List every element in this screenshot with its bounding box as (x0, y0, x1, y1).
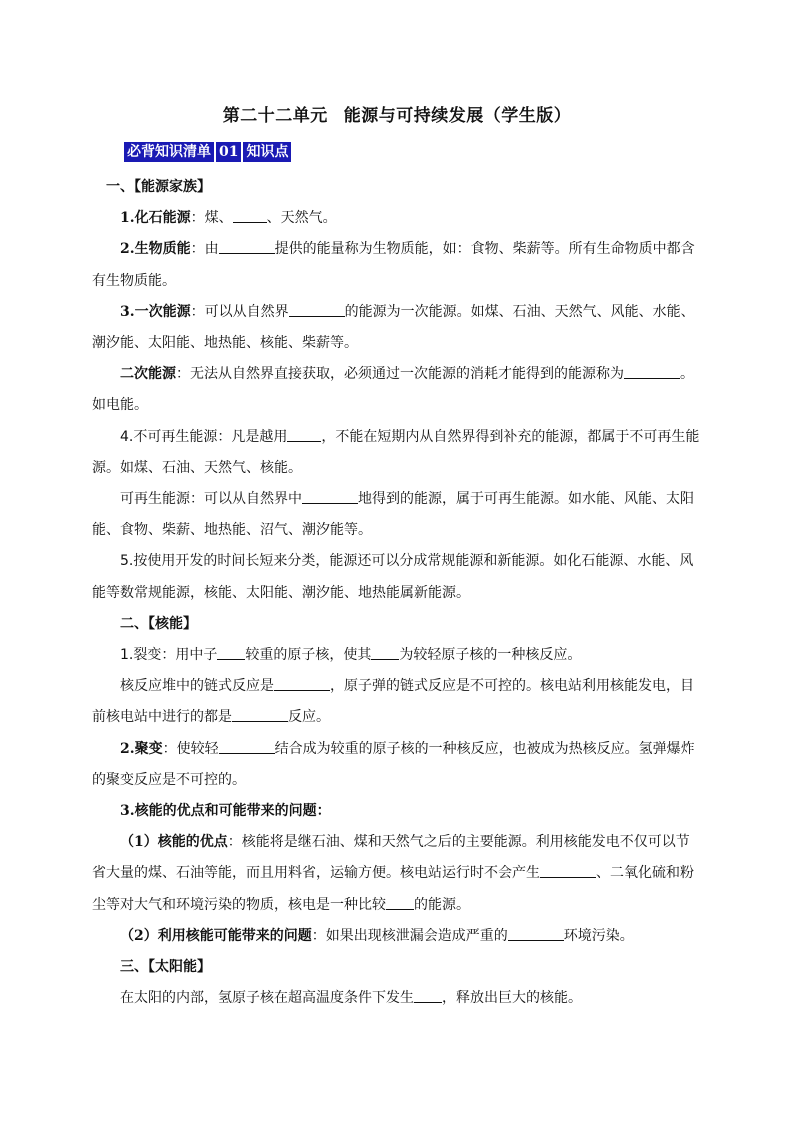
paragraph-fusion: 2.聚变：使较轻 结合成为较重的原子核的一种核反应，也被成为热核反应。氢弹爆炸的聚变反应是不可控的。 (92, 740, 695, 788)
fill-blank[interactable] (414, 988, 442, 1003)
paragraph-chain-reaction: 核反应堆中的链式反应是 ，原子弹的链式反应是不可控的。核电站利用核能发电，目前核电站中进行的都是 反应。 (92, 678, 694, 726)
paragraph-primary-energy: 3.一次能源：可以从自然界 的能源为一次能源。如煤、石油、天然气、风能、水能、潮汐能、太阳能、地热能、核能、柴薪等。 (92, 303, 695, 352)
title-topic: 能源与可持续发展（学生版） (343, 106, 572, 126)
fill-blank[interactable] (287, 427, 321, 442)
term-primary-energy: 3.一次能源 (120, 303, 191, 320)
fill-blank[interactable] (219, 239, 275, 254)
fill-blank[interactable] (540, 863, 596, 878)
term-fossil-energy: 1.化石能源 (120, 210, 191, 227)
paragraph-nuclear-pros-cons: 3.核能的优点和可能带来的问题： (120, 803, 331, 820)
paragraph-fossil-energy: 1.化石能源：煤、 、天然气。 (120, 210, 337, 227)
fill-blank[interactable] (217, 645, 245, 660)
term-nuclear-problems: （2）利用核能可能带来的问题 (120, 927, 312, 944)
fill-blank[interactable] (289, 302, 345, 317)
section-banner (124, 142, 291, 162)
term-biomass-energy: 2.生物质能 (120, 241, 191, 258)
paragraph-nuclear-advantages: （1）核能的优点：核能将是继石油、煤和天然气之后的主要能源。利用核能发电不仅可以节省大量的煤、石油等能，而且用料省，运输方便。核电站运行时不会产生 、二氧化硫和粉尘等对大气和环境污染的物质，核电是一种比较 的能源。 (92, 834, 694, 913)
section-heading-energy-family: 一、【能源家族】 (106, 179, 211, 195)
banner-number: 01 (216, 142, 241, 162)
fill-blank[interactable] (233, 208, 267, 223)
paragraph-renewable-energy: 可再生能源：可以从自然界中 地得到的能源，属于可再生能源。如水能、风能、太阳能、食物、柴薪、地热能、沼气、潮汐能等。 (92, 491, 694, 539)
section-heading-nuclear: 二、【核能】 (120, 615, 197, 632)
paragraph-energy-classification: 5.按使用开发的时间长短来分类，能源还可以分成常规能源和新能源。如化石能源、水能、风能等数常规能源，核能、太阳能、潮汐能、地热能属新能源。 (92, 553, 694, 601)
fill-blank[interactable] (232, 707, 288, 722)
paragraph-secondary-energy: 二次能源：无法从自然界直接获取，必须通过一次能源的消耗才能得到的能源称为 。如电能。 (92, 366, 694, 414)
term-secondary-energy: 二次能源 (120, 366, 176, 383)
fill-blank[interactable] (624, 364, 680, 379)
fill-blank[interactable] (302, 489, 358, 504)
fill-blank[interactable] (219, 739, 275, 754)
banner-topic: 知识点 (243, 142, 291, 162)
paragraph-solar-fusion: 在太阳的内部，氢原子核在超高温度条件下发生 ，释放出巨大的核能。 (120, 990, 582, 1007)
section-heading-solar: 三、【太阳能】 (120, 959, 211, 976)
paragraph-nonrenewable-energy: 4.不可再生能源：凡是越用 ，不能在短期内从自然界得到补充的能源，都属于不可再生能源。如煤、石油、天然气、核能。 (92, 428, 700, 476)
paragraph-fission: 1.裂变：用中子 较重的原子核，使其 为较轻原子核的一种核反应。 (120, 647, 582, 664)
fill-blank[interactable] (371, 645, 399, 660)
paragraph-nuclear-problems: （2）利用核能可能带来的问题：如果出现核泄漏会造成严重的 环境污染。 (120, 927, 634, 944)
paragraph-biomass-energy: 2.生物质能：由 提供的能量称为生物质能，如：食物、柴薪等。所有生命物质中都含有生物质能。 (92, 241, 695, 289)
title-unit: 第二十二单元 (222, 106, 328, 126)
fill-blank[interactable] (508, 926, 564, 941)
fill-blank[interactable] (274, 676, 330, 691)
term-nuclear-advantages: （1）核能的优点 (120, 834, 228, 851)
document-body (92, 172, 702, 1014)
banner-label: 必背知识清单 (124, 142, 214, 162)
fill-blank[interactable] (386, 895, 414, 910)
page-title (0, 101, 794, 126)
term-fusion: 2.聚变 (120, 740, 163, 757)
